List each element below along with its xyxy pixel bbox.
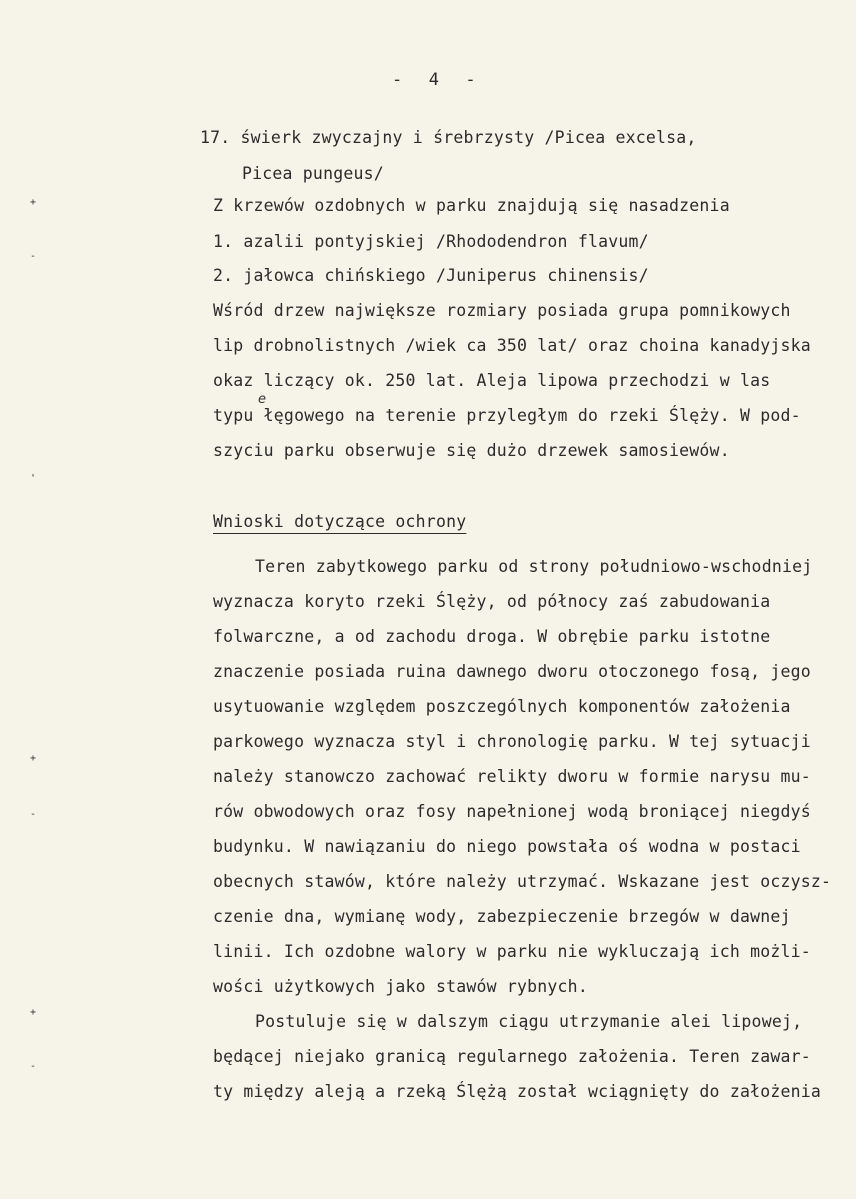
text-line: okaz liczący ok. 250 lat. Aleja lipowa przechodzi w las [213,371,771,390]
page-number: - 4 - [392,70,478,90]
text-line: 17. świerk zwyczajny i śrebrzysty /Picea excelsa, [200,128,697,147]
text-line: linii. Ich ozdobne walory w parku nie wykluczają ich możli- [213,942,811,961]
text-line: Z krzewów ozdobnych w parku znajdują się nasadzenia [213,196,730,215]
text-line: typu łęgowego na terenie przyległym do rzeki Ślęży. W pod- [213,406,801,425]
text-line: wości użytkowych jako stawów rybnych. [213,977,588,996]
text-line: Picea pungeus/ [242,164,384,183]
text-line: wyznacza koryto rzeki Ślęży, od północy zaś zabudowania [213,592,771,611]
text-line: parkowego wyznacza styl i chronologię parku. W tej sytuacji [213,732,811,751]
punch-mark: + [30,753,37,764]
text-line: czenie dna, wymianę wody, zabezpieczenie brzegów w dawnej [213,907,791,926]
text-line: Teren zabytkowego parku od strony południowo-wschodniej [255,557,813,576]
handwritten-correction: e [258,392,266,407]
text-line: lip drobnolistnych /wiek ca 350 lat/ oraz choina kanadyjska [213,336,811,355]
text-line: rów obwodowych oraz fosy napełnionej wodą broniącej niegdyś [213,802,811,821]
text-line: obecnych stawów, które należy utrzymać. Wskazane jest oczysz- [213,872,832,891]
text-line: Postuluje się w dalszym ciągu utrzymanie alei lipowej, [255,1012,803,1031]
text-line: budynku. W nawiązaniu do niego powstała oś wodna w postaci [213,837,801,856]
punch-mark: + [30,197,37,208]
punch-mark: - [30,1061,37,1072]
text-line: będącej niejako granicą regularnego założenia. Teren zawar- [213,1047,811,1066]
text-line: 1. azalii pontyjskiej /Rhododendron flavum/ [213,232,649,251]
text-line: ty między aleją a rzeką Ślężą został wciągnięty do założenia [213,1082,822,1101]
text-line: folwarczne, a od zachodu droga. W obrębie parku istotne [213,627,771,646]
punch-mark: + [30,1007,37,1018]
section-heading: Wnioski dotyczące ochrony [213,512,467,531]
punch-mark: - [30,809,37,820]
text-line: 2. jałowca chińskiego /Juniperus chinensis/ [213,266,649,285]
text-line: usytuowanie względem poszczególnych komponentów założenia [213,697,791,716]
text-line: Wśród drzew największe rozmiary posiada grupa pomnikowych [213,301,791,320]
text-line: znaczenie posiada ruina dawnego dworu otoczonego fosą, jego [213,662,811,681]
punch-mark: - [30,251,37,262]
text-line: szyciu parku obserwuje się dużo drzewek samosiewów. [213,441,730,460]
text-line: należy stanowczo zachować relikty dworu w formie narysu mu- [213,767,811,786]
punch-mark: ' [30,473,37,484]
